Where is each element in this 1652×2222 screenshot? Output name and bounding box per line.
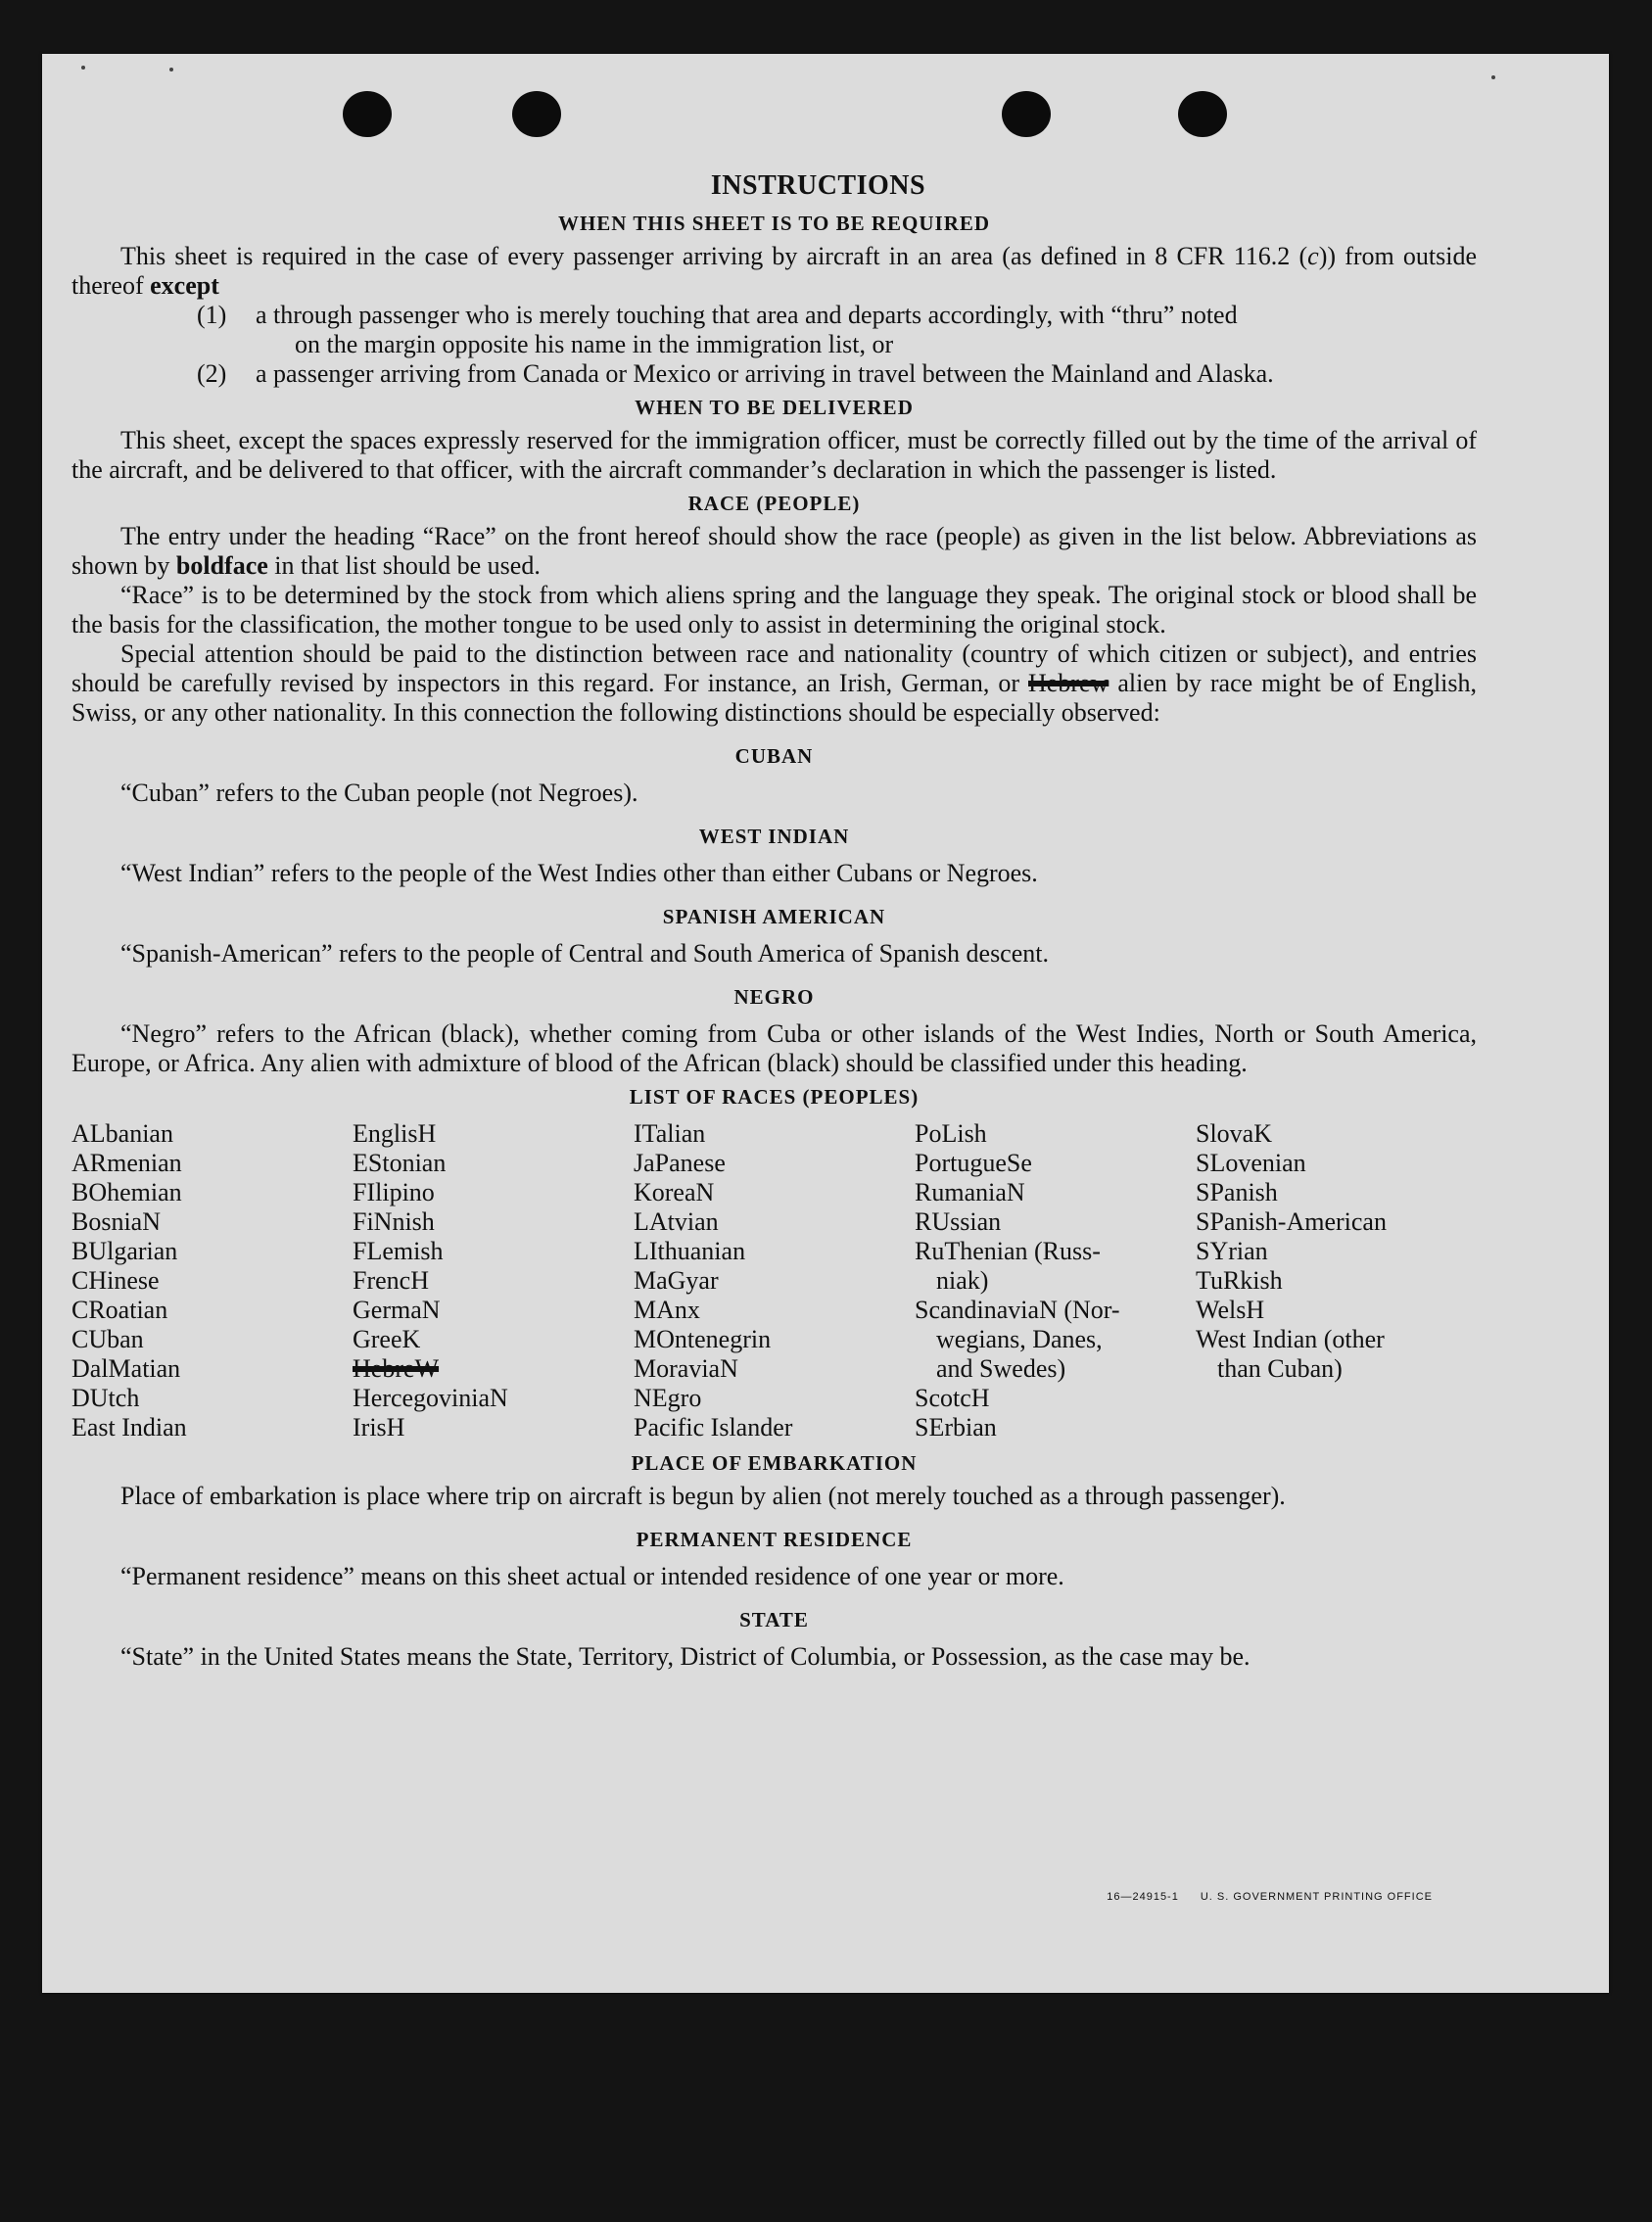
race-list [71,1119,1477,1442]
race-entry: and Swedes) [936,1354,1066,1383]
race-entry: EStonian [353,1149,447,1177]
embarkation-text: Place of embarkation is place where trip on aircraft is begun by alien (not merely touched as a through passenger). [120,1482,1286,1510]
race-entry: ARmenian [71,1149,182,1177]
speck [81,66,85,70]
race-entry: SlovaK [1196,1119,1272,1148]
required-item-1: (1) a through passenger who is merely touching that area and departs accordingly, with “thru” noted on the margin opposite his name in the immigration list, or [197,301,1238,358]
race-entry: MOntenegrin [634,1325,772,1353]
form-code: 16—24915-1 [1107,1891,1179,1903]
race-paragraph-2: “Race” is to be determined by the stock from which aliens spring and the language they speak. The original stock or blood shall be the basis for the classification, the mother tongue to be used only to assist in determining the original stock. [71,581,1477,638]
race-entry: MoraviaN [634,1354,738,1383]
race-entry: GermaN [353,1296,441,1324]
required-item-2: (2) a passenger arriving from Canada or Mexico or arriving in travel between the Mainland and Alaska. [197,359,1274,388]
state-text: “State” in the United States means the State, Territory, District of Columbia, or Possession, as the case may be. [120,1642,1251,1671]
race-entry: DUtch [71,1384,140,1412]
race-entry: RuThenian (Russ- [915,1237,1101,1265]
heading-west-indian: WEST INDIAN [698,825,850,848]
race-entry: West Indian (other [1196,1325,1385,1353]
race-entry: RUssian [915,1207,1002,1236]
heading-state: STATE [739,1608,809,1631]
race-entry: SYrian [1196,1237,1268,1265]
race-entry: NEgro [634,1384,702,1412]
race-entry: GreeK [353,1325,421,1353]
punch-hole [1002,91,1051,137]
heading-negro: NEGRO [733,985,815,1009]
race-entry: JaPanese [634,1149,726,1177]
heading-required: WHEN THIS SHEET IS TO BE REQUIRED [557,212,991,235]
race-column-4 [915,1119,1196,1442]
punch-hole [1178,91,1227,137]
race-entry: LAtvian [634,1207,719,1236]
race-entry: IrisH [353,1413,405,1442]
race-entry: TuRkish [1196,1266,1283,1295]
race-entry: Pacific Islander [634,1413,793,1442]
race-entry: CRoatian [71,1296,168,1324]
speck [169,68,173,71]
race-paragraph-1: The entry under the heading “Race” on the front hereof should show the race (people) as given in the list below. Abbreviations as shown by boldface in that list should be used. [71,522,1477,580]
residence-text: “Permanent residence” means on this sheet actual or intended residence of one year or more. [120,1562,1064,1590]
form-footer [1085,1891,1433,1903]
race-entry: HebreW [353,1354,440,1383]
race-entry: ITalian [634,1119,706,1148]
race-column-1 [71,1119,353,1442]
race-entry: MAnx [634,1296,700,1324]
required-intro: This sheet is required in the case of every passenger arriving by aircraft in an area (as defined in 8 CFR 116.2 (c)) from outside thereof except [71,242,1477,300]
race-column-2 [353,1119,634,1442]
race-entry: RumaniaN [915,1178,1025,1206]
race-entry: wegians, Danes, [936,1325,1103,1353]
race-entry: HercegoviniaN [353,1384,508,1412]
heading-delivered: WHEN TO BE DELIVERED [635,396,914,419]
heading-race: RACE (PEOPLE) [687,492,861,515]
document-sheet [42,54,1609,1993]
race-entry: PortugueSe [915,1149,1032,1177]
race-entry: LIthuanian [634,1237,746,1265]
heading-residence: PERMANENT RESIDENCE [636,1528,913,1551]
race-entry: ScandinaviaN (Nor- [915,1296,1120,1324]
race-entry: SErbian [915,1413,997,1442]
printer-credit: U. S. GOVERNMENT PRINTING OFFICE [1200,1891,1433,1903]
delivered-text: This sheet, except the spaces expressly reserved for the immigration officer, must be correctly filled out by the time of the arrival of the aircraft, and be delivered to that officer, with the aircraft commander’s declaration in which the passenger is listed. [71,426,1477,484]
cuban-text: “Cuban” refers to the Cuban people (not Negroes). [120,779,638,807]
west-indian-text: “West Indian” refers to the people of the West Indies other than either Cubans or Negroes. [120,859,1038,887]
race-column-3 [634,1119,915,1442]
race-entry: ALbanian [71,1119,173,1148]
heading-spanish-american: SPANISH AMERICAN [662,905,886,928]
race-entry: East Indian [71,1413,187,1442]
race-entry: BOhemian [71,1178,182,1206]
race-entry: WelsH [1196,1296,1265,1324]
race-entry: FIlipino [353,1178,435,1206]
race-entry: than Cuban) [1217,1354,1343,1383]
document-body [71,171,1477,1672]
heading-list-of-races: LIST OF RACES (PEOPLES) [629,1085,920,1109]
punch-hole [512,91,561,137]
negro-text: “Negro” refers to the African (black), whether coming from Cuba or other islands of the West Indies, North or South America, Europe, or Africa. Any alien with admixture of blood of the African (black) should be classified under this heading. [71,1019,1477,1077]
heading-embarkation: PLACE OF EMBARKATION [631,1451,918,1475]
speck [1491,75,1495,79]
race-entry: FiNnish [353,1207,435,1236]
race-entry: BosniaN [71,1207,161,1236]
race-entry: EnglisH [353,1119,437,1148]
race-entry: SLovenian [1196,1149,1306,1177]
race-entry: SPanish-American [1196,1207,1387,1236]
race-entry: CUban [71,1325,144,1353]
race-entry: FLemish [353,1237,444,1265]
race-entry: MaGyar [634,1266,719,1295]
race-entry: FrencH [353,1266,429,1295]
race-paragraph-3: Special attention should be paid to the distinction between race and nationality (country of which citizen or subject), and entries should be carefully revised by inspectors in this regard. For instance, an Irish, German, or Hebrew alien by race might be of English, Swiss, or any other nationality. In this connection the following distinctions should be especially observed: [71,639,1478,727]
punch-hole [343,91,392,137]
heading-cuban: CUBAN [734,744,814,768]
race-entry: ScotcH [915,1384,990,1412]
page-title: INSTRUCTIONS [710,170,926,201]
race-entry: niak) [936,1266,989,1295]
race-entry: BUlgarian [71,1237,178,1265]
race-entry: DalMatian [71,1354,181,1383]
race-column-5 [1196,1119,1477,1442]
race-entry: CHinese [71,1266,160,1295]
race-entry: KoreaN [634,1178,715,1206]
race-entry: SPanish [1196,1178,1278,1206]
race-entry: PoLish [915,1119,987,1148]
spanish-american-text: “Spanish-American” refers to the people of Central and South America of Spanish descent. [120,939,1049,968]
